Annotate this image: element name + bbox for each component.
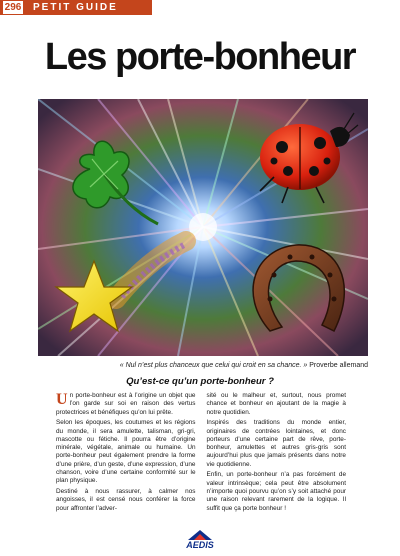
publisher-logo [178,528,222,552]
paragraph: Destiné à nous rassurer, à calmer nos angoisses, il est censé nous conférer la force pour affronter l’adver- [56,488,196,512]
image-caption [38,361,368,370]
paragraph: Un porte-bonheur est à l’origine un objet que l’on garde sur soi en raison des vertus protectrices et bénéfiques qu’on lui prête. [56,391,196,416]
text-column-right [207,392,347,510]
caption-source: Proverbe allemand [307,362,368,369]
paragraph: Enfin, un porte-bonheur n’a pas forcément de valeur intrinsèque; cela peut être absolument n’importe quoi pourvu qu’on s’y soit attaché pour une raison relevant rarement de la logique. Il suffit que ça porte bonheur ! [206,471,346,512]
caption-quote: « Nul n’est plus chanceux que celui qui croit en sa chance. » [119,362,308,369]
body-text [56,392,346,510]
page-title: Les porte-bonheur [44,36,356,78]
publisher-name: AEDIS [186,540,214,550]
series-banner [0,0,152,15]
series-label: PETIT GUIDE [33,2,118,13]
section-subtitle: Qu’est-ce qu’un porte-bonheur ? [126,376,274,387]
guide-number: 296 [4,2,22,13]
cover-photo [38,99,368,356]
paragraph: Inspirés des traditions du monde entier, originaires de contrées lointaines, et donc porteurs d’une certaine part de rêve, porte-bonheur, amulettes et autres gris-gris sont aujourd’hui plus que jamais présents dans notre vie quotidienne. [206,419,346,468]
text-column-left [56,392,196,510]
dropcap: U [56,391,68,408]
paragraph: Selon les époques, les coutumes et les régions du monde, il sera amulette, talisman, gri-gri, mascotte ou fétiche. Il pourra être d’origine minérale, végétale, animale ou humaine. Un porte-bonheur peut également prendre la forme d’une prière, d’un geste, d’une expression, d’une chanson, voire d’une certaine conformité sur le plan physique. [56,419,196,485]
paragraph: sité ou le malheur et, surtout, nous promet chance et bonheur en ajoutant de la magie à notre quotidien. [206,392,346,416]
